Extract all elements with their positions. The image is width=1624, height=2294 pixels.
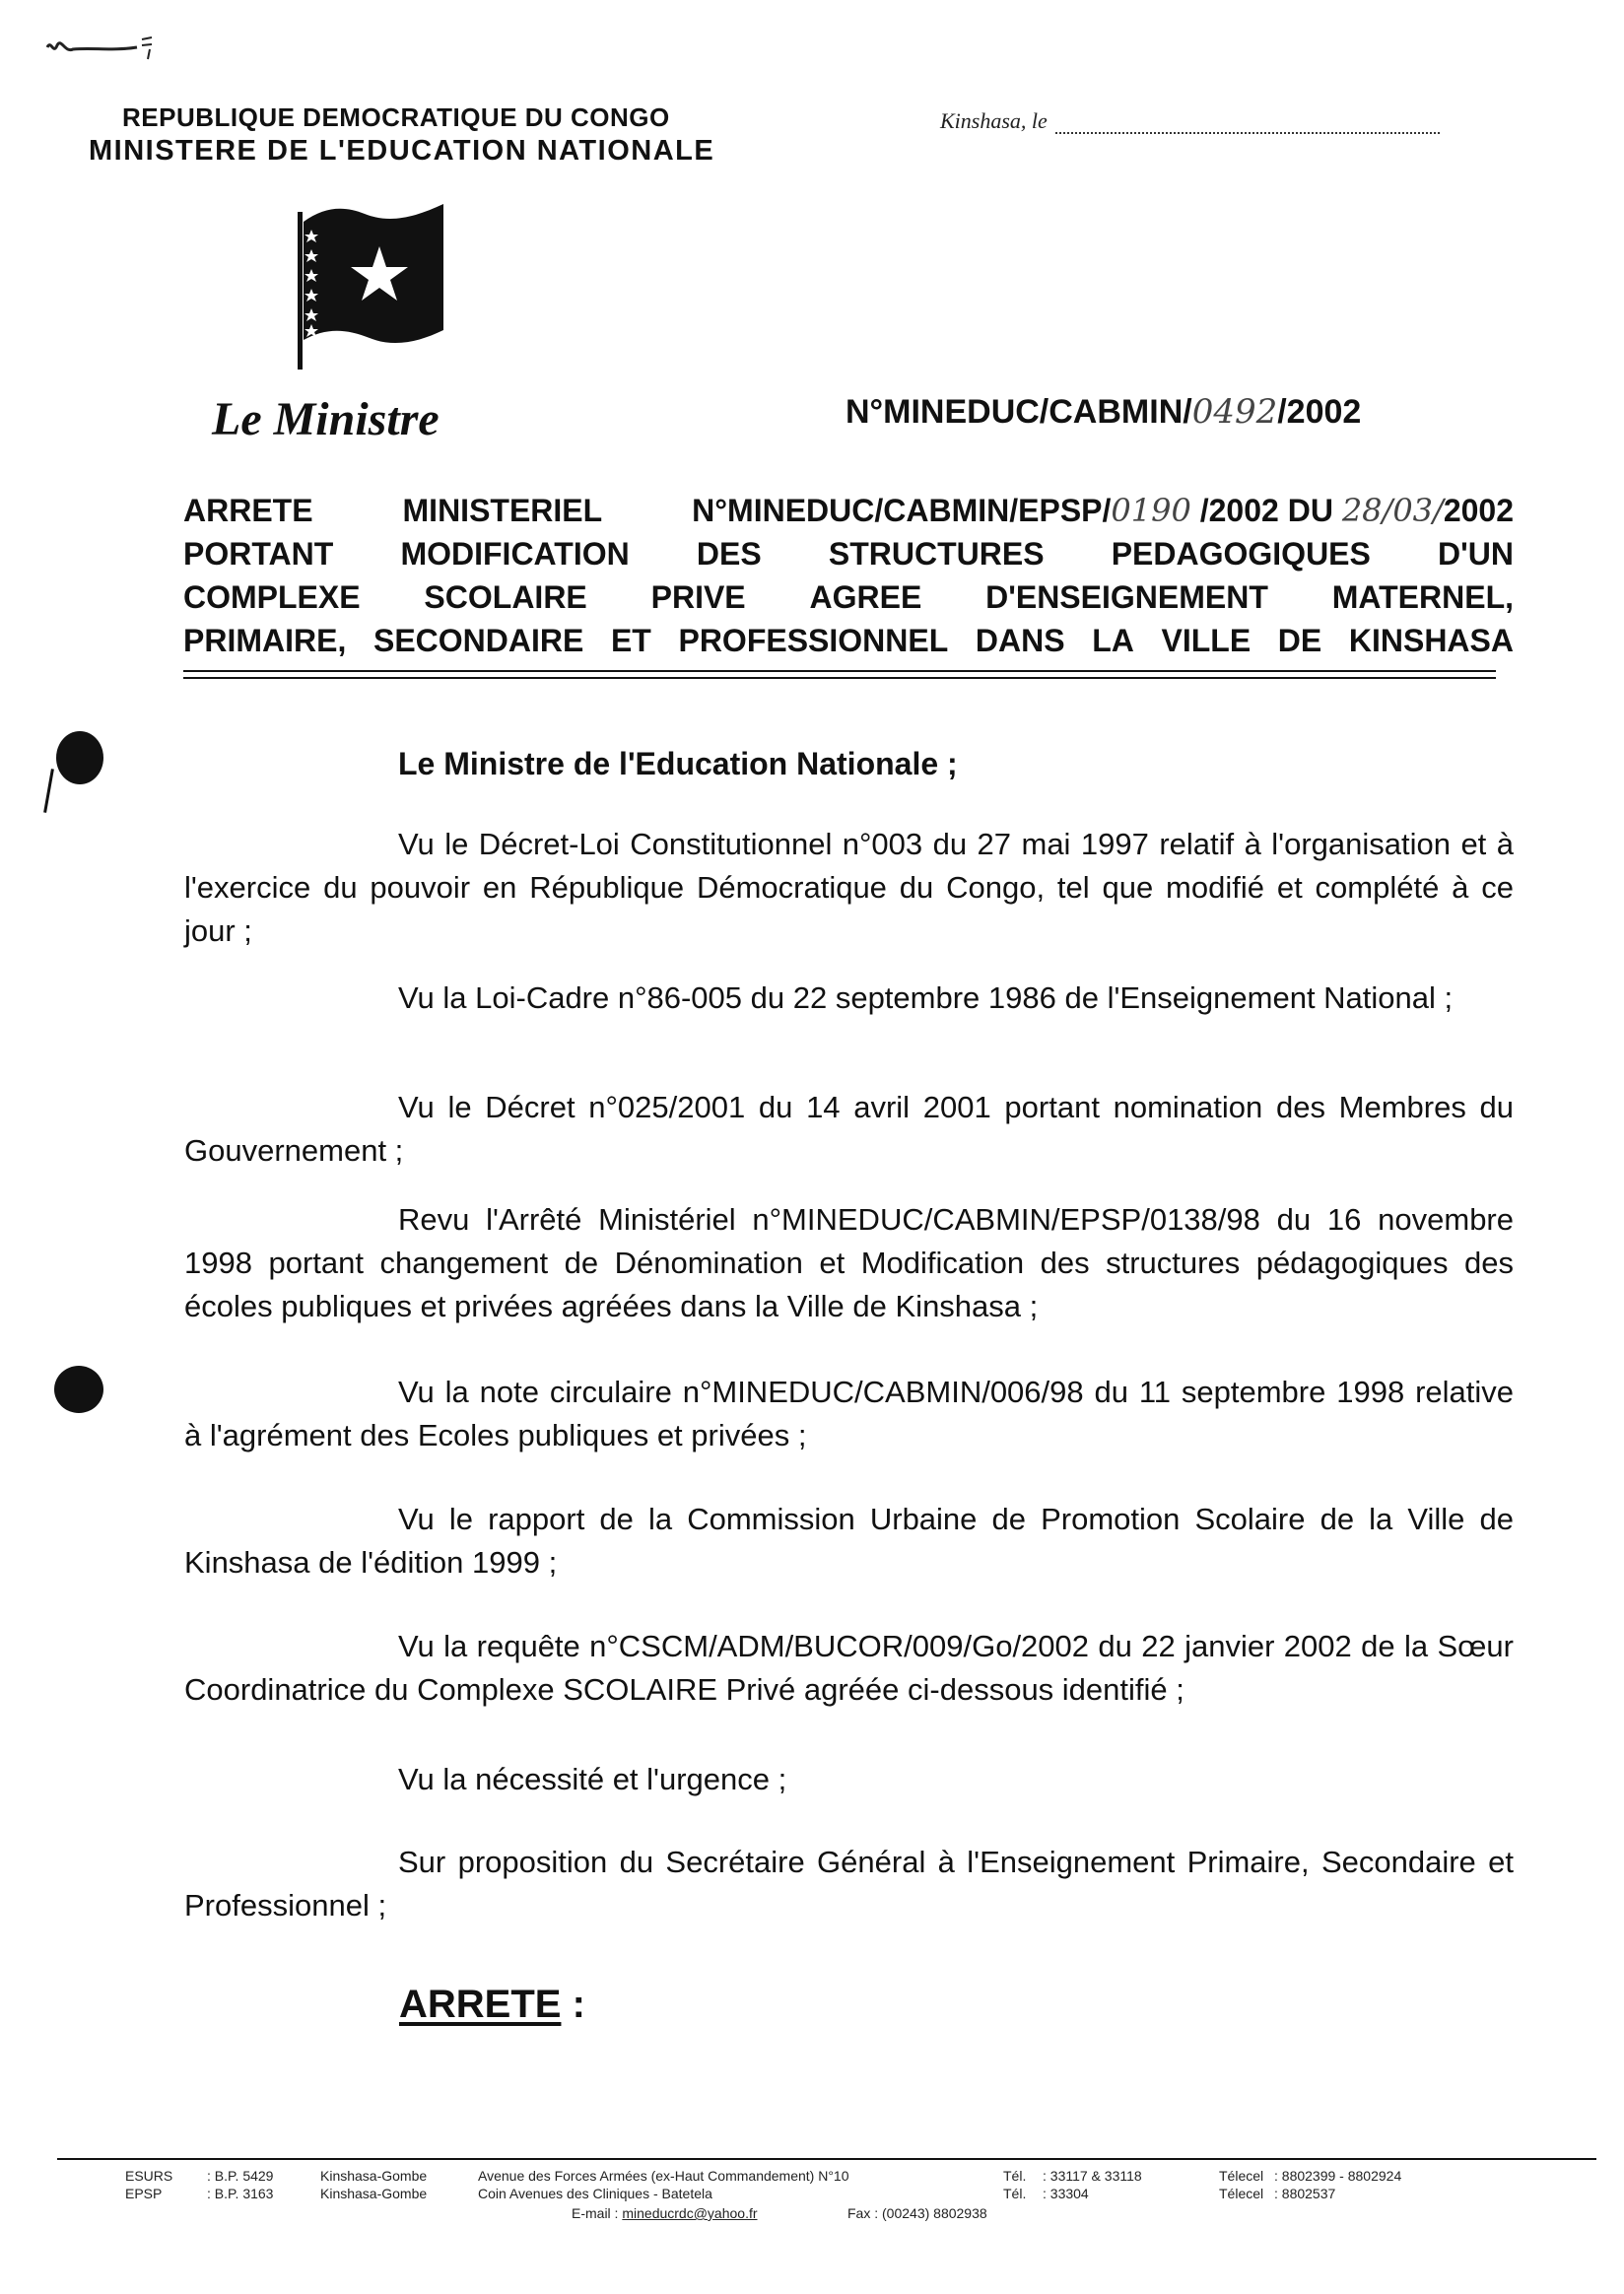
footer-bp: : B.P. 5429 <box>207 2168 274 2184</box>
title-line-1: ARRETE MINISTERIEL N°MINEDUC/CABMIN/EPSP/0190 /2002 DU 28/03/2002 <box>183 489 1514 532</box>
footer-divider <box>57 2158 1596 2160</box>
country-name: REPUBLIQUE DEMOCRATIQUE DU CONGO <box>122 102 670 132</box>
ref-prefix: N°MINEDUC/CABMIN/ <box>846 393 1192 431</box>
footer-telecel: : 8802399 - 8802924 <box>1274 2168 1402 2184</box>
footer-telecel-label: Télecel <box>1219 2186 1264 2201</box>
place-date-label: Kinshasa, le <box>940 108 1048 133</box>
minister-signature-title: Le Ministre <box>212 393 440 445</box>
footer-fax: Fax : (00243) 8802938 <box>847 2205 987 2221</box>
recital-paragraph: Sur proposition du Secrétaire Général à l'Enseignement Primaire, Secondaire et Professionnel ; <box>184 1845 1514 1923</box>
footer-email-label: E-mail : <box>572 2205 619 2221</box>
place-date-field <box>940 108 1440 134</box>
punch-hole-mark <box>54 1366 103 1413</box>
reference-number <box>846 392 1361 432</box>
title-line-2: PORTANT MODIFICATION DES STRUCTURES PEDAGOGIQUES D'UN <box>183 536 1514 572</box>
title-divider <box>183 670 1496 672</box>
footer-email <box>572 2205 758 2221</box>
recital-paragraph: Vu la note circulaire n°MINEDUC/CABMIN/006/98 du 11 septembre 1998 relative à l'agrément des Ecoles publiques et privées ; <box>184 1375 1514 1452</box>
handwritten-decree-date: 28/03/ <box>1341 492 1444 529</box>
footer-telecel: : 8802537 <box>1274 2186 1336 2201</box>
ref-suffix: /2002 <box>1277 393 1362 431</box>
footer-org: ESURS <box>125 2168 173 2184</box>
flag-emblem-icon <box>296 202 453 370</box>
date-blank-line <box>1055 114 1440 134</box>
recital-paragraph: Vu la Loi-Cadre n°86-005 du 22 septembre 1986 de l'Enseignement National ; <box>398 980 1454 1015</box>
handwritten-decree-number: 0190 <box>1111 492 1191 529</box>
handwritten-mark <box>43 30 162 69</box>
footer-tel-label: Tél. <box>1003 2168 1027 2184</box>
footer-city: Kinshasa-Gombe <box>320 2168 428 2184</box>
punch-hole-mark <box>56 731 103 784</box>
recital-paragraph: Vu le rapport de la Commission Urbaine de Promotion Scolaire de la Ville de Kinshasa de l'édition 1999 ; <box>184 1502 1514 1580</box>
footer-address: Avenue des Forces Armées (ex-Haut Commandement) N°10 <box>478 2168 849 2184</box>
footer-tel: : 33304 <box>1043 2186 1089 2201</box>
minister-heading: Le Ministre de l'Education Nationale ; <box>398 746 958 781</box>
decree-title <box>183 489 1514 662</box>
title-line-4: PRIMAIRE, SECONDAIRE ET PROFESSIONNEL DANS LA VILLE DE KINSHASA <box>183 623 1514 658</box>
footer-address: Coin Avenues des Cliniques - Batetela <box>478 2186 712 2201</box>
recital-paragraph: Vu la nécessité et l'urgence ; <box>398 1762 787 1796</box>
recital-paragraph: Vu le Décret n°025/2001 du 14 avril 2001 portant nomination des Membres du Gouvernement ; <box>184 1090 1514 1168</box>
footer-org: EPSP <box>125 2186 163 2201</box>
arrete-heading: ARRETE : <box>399 1983 585 2026</box>
title-line-3: COMPLEXE SCOLAIRE PRIVE AGREE D'ENSEIGNEMENT MATERNEL, <box>183 579 1514 615</box>
footer-telecel-label: Télecel <box>1219 2168 1264 2184</box>
footer-city: Kinshasa-Gombe <box>320 2186 428 2201</box>
recital-paragraph: Revu l'Arrêté Ministériel n°MINEDUC/CABMIN/EPSP/0138/98 du 16 novembre 1998 portant changement de Dénomination et Modification des structures pédagogiques des écoles publiques et privées agréées dans la Ville de Kinshasa ; <box>184 1202 1514 1323</box>
recital-paragraph: Vu la requête n°CSCM/ADM/BUCOR/009/Go/2002 du 22 janvier 2002 de la Sœur Coordinatrice du Complexe SCOLAIRE Privé agréée ci-dessous identifié ; <box>184 1629 1514 1707</box>
footer-tel: : 33117 & 33118 <box>1043 2168 1142 2184</box>
ref-handwritten-number: 0492 <box>1191 392 1278 432</box>
footer-tel-label: Tél. <box>1003 2186 1027 2201</box>
ministry-name: MINISTERE DE L'EDUCATION NATIONALE <box>89 135 715 167</box>
recital-paragraph: Vu le Décret-Loi Constitutionnel n°003 du 27 mai 1997 relatif à l'organisation et à l'exercice du pouvoir en République Démocratique du Congo, tel que modifié et complété à ce jour ; <box>184 827 1514 948</box>
title-divider-double <box>183 677 1496 679</box>
footer-bp: : B.P. 3163 <box>207 2186 274 2201</box>
punch-hole-tail <box>43 769 54 813</box>
footer-email-link[interactable]: mineducrdc@yahoo.fr <box>622 2205 758 2221</box>
